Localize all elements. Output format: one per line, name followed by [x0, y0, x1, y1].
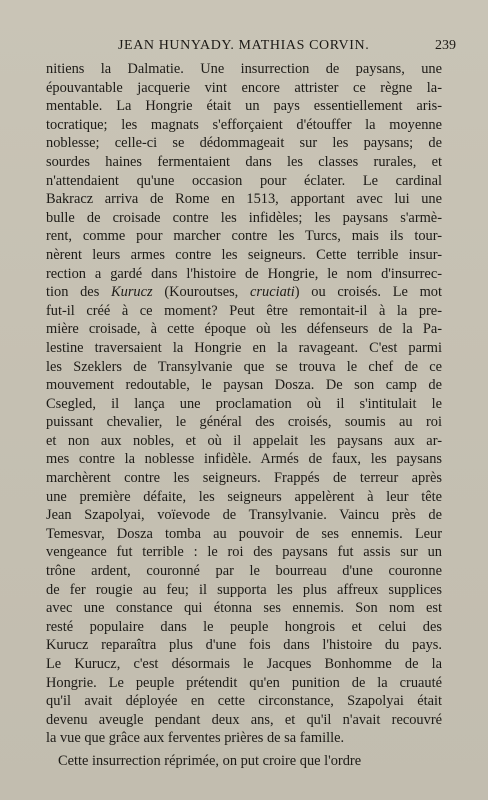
text-line — [46, 562, 442, 581]
text-line — [46, 320, 442, 339]
text-segment: de fer rougie au feu; il supporta les plus affreux supplices — [46, 581, 442, 598]
text-line — [46, 246, 442, 265]
text-line — [46, 265, 442, 284]
text-line — [46, 358, 442, 377]
text-segment: mentable. La Hongrie était un pays essentiellement aris- — [46, 98, 442, 115]
text-segment: mouvement redoutable, le paysan Dosza. De son camp de — [46, 377, 442, 394]
text-line — [46, 60, 442, 79]
text-line — [46, 692, 442, 711]
text-line — [46, 525, 442, 544]
text-segment: nèrent leurs armes contre les seigneurs. Cette terrible insur- — [46, 246, 442, 263]
text-segment: rection a gardé dans l'histoire de Hongrie, le nom d'insurrec- — [46, 265, 442, 282]
text-segment: trône ardent, couronné par le bourreau d'une couronne — [46, 563, 442, 580]
text-line — [46, 506, 442, 525]
text-line — [46, 655, 442, 674]
text-line — [46, 153, 442, 172]
text-segment: sourdes haines fermentaient dans les classes rurales, et — [46, 153, 442, 170]
text-line — [46, 79, 442, 98]
text-line — [46, 636, 442, 655]
text-line — [46, 469, 442, 488]
text-segment: Cette insurrection réprimée, on put croire que l'ordre — [58, 752, 362, 769]
text-segment: marchèrent contre les seigneurs. Frappés de terreur après — [46, 470, 442, 487]
text-segment: tocratique; les magnats s'efforçaient d'étouffer la moyenne — [46, 116, 442, 133]
text-segment: resté populaire dans le peuple hongrois et celui des — [46, 618, 442, 635]
text-line — [46, 190, 442, 209]
text-line — [46, 450, 442, 469]
text-line — [46, 432, 442, 451]
text-segment: Hongrie. Le peuple prétendit qu'en punition de la cruauté — [46, 674, 442, 691]
text-segment: vengeance fut terrible : le roi des paysans fut assis sur un — [46, 544, 442, 561]
text-segment: Kurucz reparaîtra plus d'une fois dans l'histoire du pays. — [46, 637, 442, 654]
text-segment: épouvantable jacquerie vint encore attrister ce règne la- — [46, 79, 442, 96]
text-segment: Jean Szapolyai, voïevode de Transylvanie. Vaincu près de — [46, 507, 442, 524]
text-line — [46, 395, 442, 414]
text-segment: bulle de croisade contre les infidèles; les paysans s'armè- — [46, 209, 442, 226]
text-segment: rent, comme pour marcher contre les Turcs, mais ils tour- — [46, 228, 442, 245]
text-line — [46, 581, 442, 600]
text-segment: avec une constance qui étonna ses ennemis. Son nom est — [46, 600, 442, 617]
text-line — [46, 618, 442, 637]
text-line — [46, 752, 442, 771]
text-line — [46, 674, 442, 693]
text-line — [46, 729, 442, 748]
text-line — [46, 227, 442, 246]
page-number: 239 — [435, 38, 456, 53]
text-segment: une première défaite, les seigneurs appelèrent à leur tête — [46, 488, 442, 505]
text-segment: devenu aveugle pendant deux ans, et qu'il n'avait recouvré — [46, 711, 442, 728]
text-segment: ) ou croisés. Le mot — [294, 284, 443, 301]
text-segment: qu'il avait déployée en cette circonstance, Szapolyai était — [46, 693, 442, 710]
text-segment: noblesse; celle-ci se dédommageait sur les paysans; de — [46, 135, 442, 152]
text-line — [46, 543, 442, 562]
page-header — [44, 36, 456, 56]
body-text — [46, 60, 442, 771]
text-segment: la vue que grâce aux ferventes prières de sa famille. — [46, 730, 345, 747]
text-line — [46, 488, 442, 507]
text-line — [46, 97, 442, 116]
text-line — [46, 376, 442, 395]
text-line — [46, 116, 442, 135]
text-line — [46, 339, 442, 358]
text-line — [46, 413, 442, 432]
text-segment: fut-il créé à ce moment? Peut être remontait-il à la pre- — [46, 302, 442, 319]
text-segment: puissant chevalier, le général des croisés, soumis au roi — [46, 414, 442, 431]
running-title: JEAN HUNYADY. MATHIAS CORVIN. — [118, 38, 370, 53]
text-line — [46, 172, 442, 191]
text-line — [46, 711, 442, 730]
text-segment: nitiens la Dalmatie. Une insurrection de paysans, une — [46, 61, 442, 77]
text-line — [46, 599, 442, 618]
text-segment: mes contre la noblesse infidèle. Armés de faux, les paysans — [46, 451, 442, 468]
text-segment: et non aux nobles, et où il appelait les paysans aux ar- — [46, 432, 442, 449]
text-segment: n'attendaient qu'une occasion pour éclater. Le cardinal — [46, 172, 442, 189]
italic-term: cruciati — [250, 284, 295, 301]
text-line — [46, 283, 442, 302]
text-segment: Temesvar, Dosza tomba au pouvoir de ses ennemis. Leur — [46, 525, 442, 542]
text-segment: tion des — [46, 284, 112, 301]
text-segment: Csegled, il lança une proclamation où il s'intitulait le — [46, 395, 442, 412]
text-segment: Bakracz arriva de Rome en 1513, apportant avec lui une — [46, 191, 442, 208]
text-line — [46, 209, 442, 228]
text-segment: mière croisade, à cette époque où les défenseurs de la Pa- — [46, 321, 442, 338]
text-segment: lestine traversaient la Hongrie en la ravageant. C'est parmi — [46, 339, 442, 356]
text-segment: Le Kurucz, c'est désormais le Jacques Bonhomme de la — [46, 656, 442, 672]
text-line — [46, 302, 442, 321]
text-segment: (Kouroutses, — [152, 284, 251, 301]
text-line — [46, 134, 442, 153]
italic-term: Kurucz — [111, 284, 153, 301]
text-segment: les Szeklers de Transylvanie que se trouva le chef de ce — [46, 358, 442, 375]
